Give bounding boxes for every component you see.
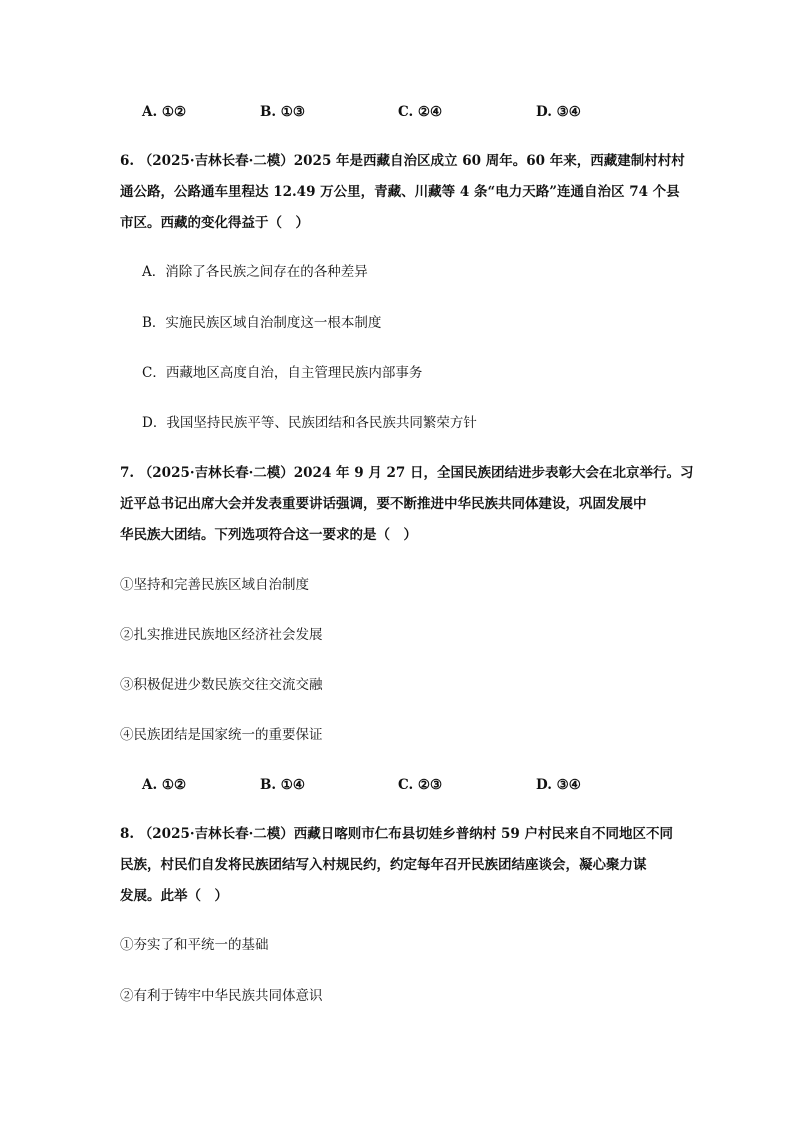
q6-option-d[interactable]: D．我国坚持民族平等、民族团结和各民族共同繁荣方针 [142, 415, 477, 431]
q6-stem-line-3: 市区。西藏的变化得益于（ ） [120, 215, 309, 231]
q6-stem-line-1: 6. （2025·吉林长春·二模）2025 年是西藏自治区成立 60 周年。60 年来，西藏建制村村村 [120, 153, 685, 169]
q7-choice-c[interactable]: C. ②③ [398, 777, 443, 793]
q7-item-1: ①坚持和完善民族区域自治制度 [120, 577, 309, 593]
q6-option-b[interactable]: B．实施民族区域自治制度这一根本制度 [142, 315, 382, 331]
q7-choices [142, 775, 662, 795]
q6-stem-line-2: 通公路，公路通车里程达 12.49 万公里，青藏、川藏等 4 条“电力天路”连通自治区 74 个县 [120, 184, 680, 200]
q5-choices [142, 102, 662, 122]
q5-choice-a[interactable]: A. ①② [142, 104, 187, 120]
q5-choice-b[interactable]: B. ①③ [260, 104, 306, 120]
q7-item-2: ②扎实推进民族地区经济社会发展 [120, 627, 323, 643]
q8-item-2: ②有利于铸牢中华民族共同体意识 [120, 988, 323, 1004]
q8-stem-line-3: 发展。此举（ ） [120, 888, 228, 904]
q7-item-4: ④民族团结是国家统一的重要保证 [120, 727, 323, 743]
q6-option-c[interactable]: C．西藏地区高度自治，自主管理民族内部事务 [142, 365, 423, 381]
q7-stem-line-2: 近平总书记出席大会并发表重要讲话强调，要不断推进中华民族共同体建设，巩固发展中 [120, 496, 647, 512]
q8-stem-line-2: 民族，村民们自发将民族团结写入村规民约，约定每年召开民族团结座谈会，凝心聚力谋 [120, 857, 647, 873]
q5-choice-c[interactable]: C. ②④ [398, 104, 443, 120]
q7-choice-d[interactable]: D. ③④ [536, 777, 581, 793]
q8-stem-line-1: 8. （2025·吉林长春·二模）西藏日喀则市仁布县切娃乡普纳村 59 户村民来自不同地区不同 [120, 826, 673, 842]
q7-item-3: ③积极促进少数民族交往交流交融 [120, 677, 323, 693]
q7-stem-line-3: 华民族大团结。下列选项符合这一要求的是（ ） [120, 527, 417, 543]
q5-choice-d[interactable]: D. ③④ [536, 104, 581, 120]
q7-stem-line-1: 7. （2025·吉林长春·二模）2024 年 9 月 27 日，全国民族团结进步表彰大会在北京举行。习 [120, 465, 694, 481]
q7-choice-a[interactable]: A. ①② [142, 777, 187, 793]
q6-option-a[interactable]: A．消除了各民族之间存在的各种差异 [142, 264, 368, 280]
q7-choice-b[interactable]: B. ①④ [260, 777, 306, 793]
q8-item-1: ①夯实了和平统一的基础 [120, 937, 269, 953]
